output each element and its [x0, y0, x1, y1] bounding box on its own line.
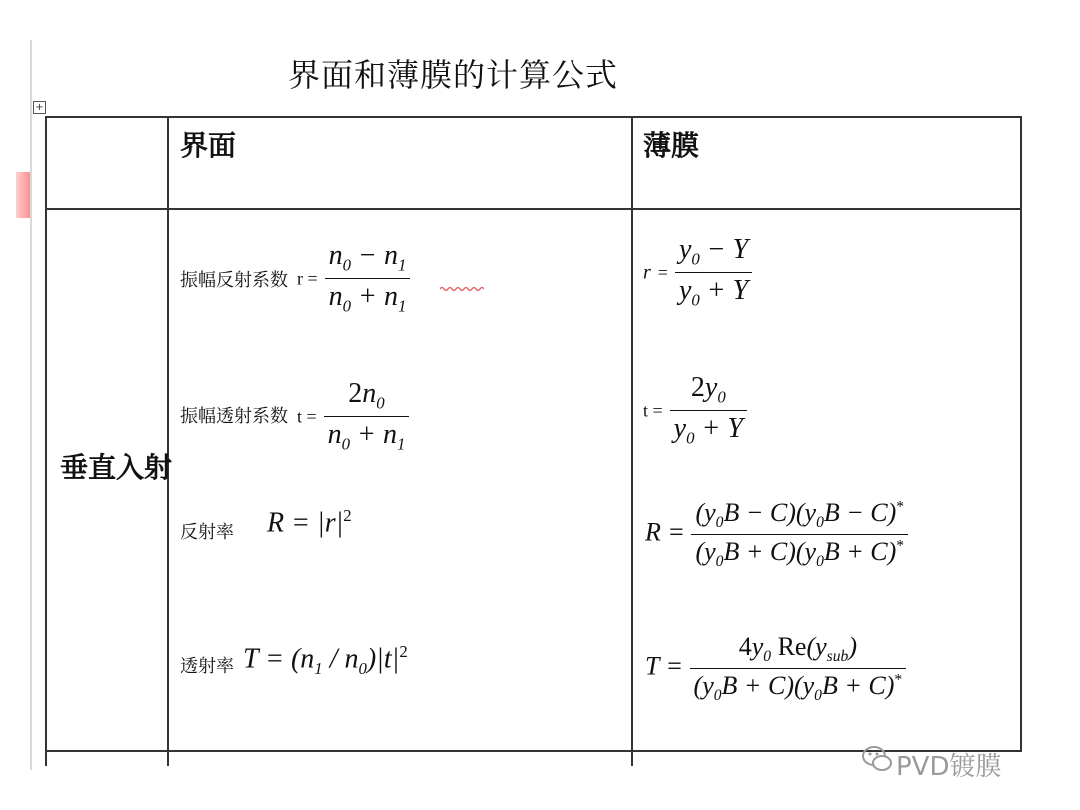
header-film: 薄膜 — [643, 129, 700, 162]
formula-interface-R: $R = |r|^2$ — [267, 506, 352, 539]
wechat-icon — [860, 742, 894, 776]
row-head-normal-incidence: 垂直入射 — [60, 451, 173, 484]
document-title: 界面和薄膜的计算公式 — [288, 56, 619, 94]
table-col-divider-1 — [167, 116, 169, 766]
page-edge — [30, 40, 32, 770]
table-border-right — [1020, 116, 1022, 750]
label-amp-reflection: 振幅反射系数 — [180, 270, 288, 291]
formula-table — [45, 116, 1022, 766]
formula-film-t: t = $\frac{2y_0}{y_0 + Y}$ — [643, 372, 747, 448]
table-move-handle[interactable]: + — [33, 101, 46, 114]
label-amp-transmission: 振幅透射系数 — [180, 406, 288, 427]
formula-film-R: R = $\frac{(y_0B - C)(y_0B - C)^*}{(y_0B + C)(y_0B + C)^*}$ — [645, 498, 908, 571]
table-border-left — [45, 116, 47, 766]
table-col-divider-2 — [631, 116, 633, 766]
formula-interface-T: $T = (n_1 / n_0)|t|^2$ — [243, 642, 408, 678]
formula-film-r: r = $\frac{y_0 - Y}{y_0 + Y}$ — [643, 234, 752, 310]
label-transmittance: 透射率 — [180, 656, 234, 677]
formula-film-T: T = $\frac{4y_0 Re(y_{sub})}{(y_0B + C)(y_0B + C)^*}$ — [645, 632, 906, 705]
header-interface: 界面 — [180, 129, 237, 162]
side-marker — [16, 172, 30, 218]
spellcheck-squiggle — [440, 286, 484, 292]
formula-interface-t: t = $\frac{2n_0}{n_0 + n_1}$ — [297, 378, 409, 454]
table-row-divider — [45, 208, 1022, 210]
watermark-text: PVD镀膜 — [896, 752, 1002, 782]
table-border-top — [45, 116, 1022, 118]
formula-interface-r: r = $\frac{n_0 - n_1}{n_0 + n_1}$ — [297, 240, 410, 316]
label-reflectance: 反射率 — [180, 522, 234, 543]
